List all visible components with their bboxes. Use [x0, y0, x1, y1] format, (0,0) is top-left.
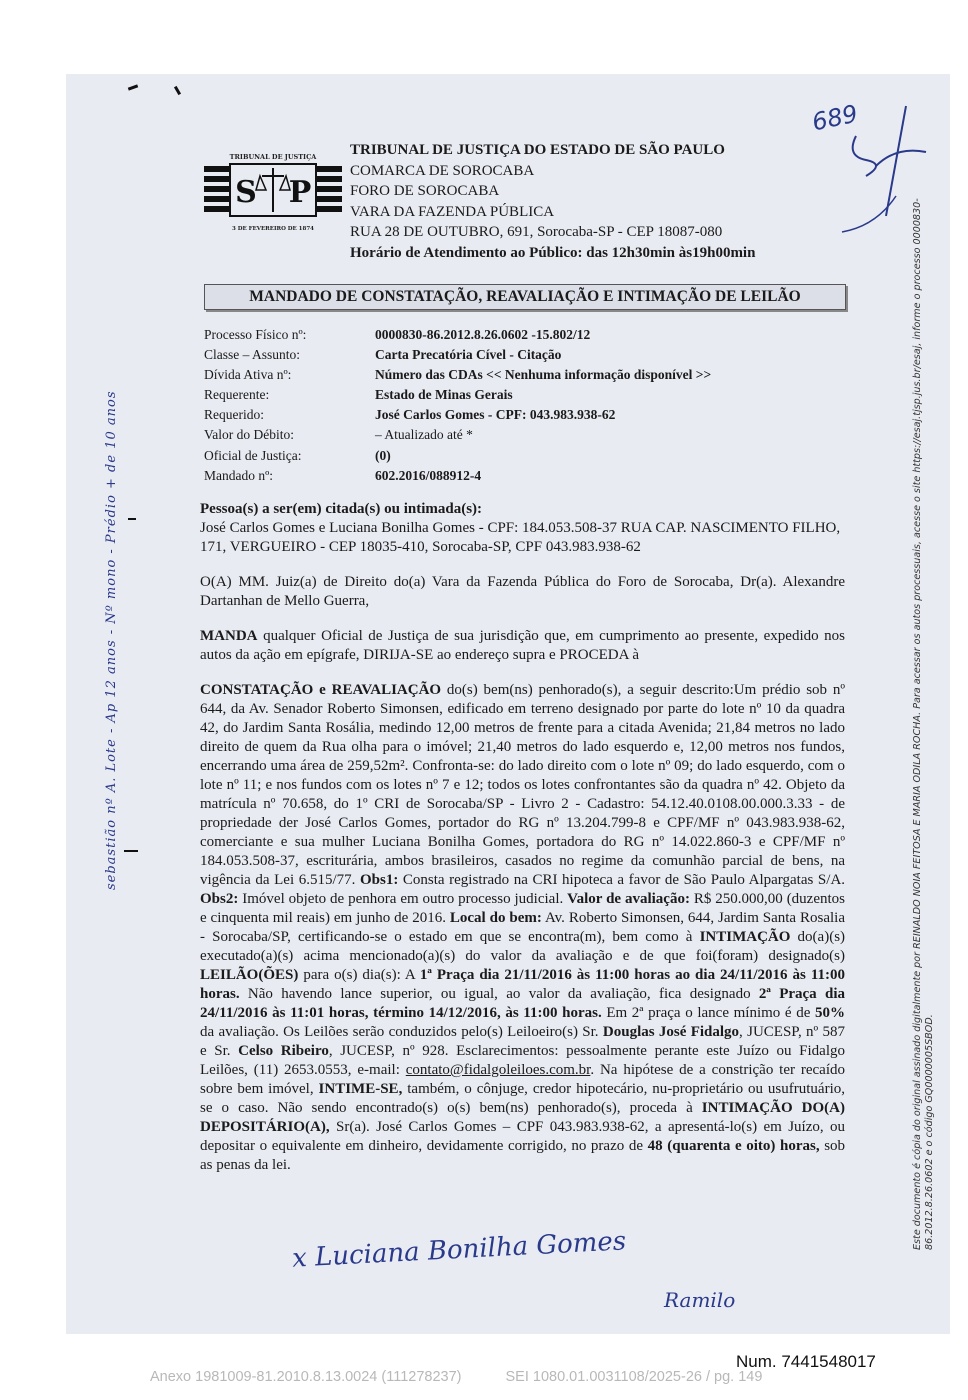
field-value: José Carlos Gomes - CPF: 043.983.938-62 [375, 407, 616, 423]
local-label: Local do bem: [449, 910, 542, 926]
prazo-label: 48 (quarenta e oito) horas, [647, 1138, 820, 1154]
handwritten-page-number: 689 [809, 99, 861, 137]
auctioneer-2: Celso Ribeiro [238, 1043, 329, 1059]
field-label: Requerido: [204, 407, 264, 423]
handwritten-name: x Luciana Bonilha Gomes [291, 1226, 627, 1274]
manda-label: MANDA [200, 628, 258, 644]
footer [150, 1369, 762, 1385]
logo-letter-p: P [288, 175, 312, 210]
judge-paragraph: O(A) MM. Juiz(a) de Direito do(a) Vara da Fazenda Pública do Foro de Sorocaba, Dr(a). Alexandre Dartanhan de Mello Guerra, [200, 574, 845, 609]
persons-heading: Pessoa(s) a ser(em) citada(s) ou intimada(s): [200, 501, 483, 517]
obs1-text: Consta registrado na CRI hipoteca a favor de São Paulo Alpargatas S/A. [402, 872, 846, 888]
property-description: do(s) bem(ns) penhorado(s), a seguir descrito:Um prédio sob nº 644, da Av. Senador Roberto Simonsen, edificado em terreno designado por parte do lote nº 10 da quadra 42, do Jardim Santa Rosália, medindo 12,00 metros de frente para a citada Avenida; 21,84 metros no lado direito de quem da Rua olha para o imóvel; 21,40 metros do lado esquerdo e, 12,00 metros nos fundos, encerrando uma área de 259,52m². Confronta-se: do lado direito com o lote nº 09; do lado esquerdo, com o lote nº 11; e nos fundos com os lotes nº 7 e 12; todos os lotes confrontantes são da quadra nº 42. Objeto da matrícula nº 70.658, do 1º CRI de Sorocaba/SP - Livro 2 - Cadastro: 54.12.40.0108.00.000.3.33 - de propriedade der José Carlos Gomes, portador do RG nº 13.204.799-8 e CPF/MF nº 043.983.938-62, comerciante e sua mulher Luciana Bonilha Gomes, portadora do RG nº 14.022.860-3 e CPF/MF nº 184.053.508-37, escriturária, ambos brasileiros, casados no regime da comunhão parcial de bens, na vigência da Lei 6.515/77. [200, 682, 845, 888]
field-label: Classe – Assunto: [204, 347, 301, 363]
document-body [200, 500, 845, 1191]
depositario-label: INTIMAÇÃO DO(A) DEPOSITÁRIO(A), [200, 1100, 845, 1135]
auctioneer-1-text: , JUCESP, nº 587 e Sr. [200, 1024, 846, 1059]
document-title: MANDADO DE CONSTATAÇÃO, REAVALIAÇÃO E INTIMAÇÃO DE LEILÃO [204, 284, 846, 310]
document-header [350, 140, 830, 264]
field-row [204, 345, 711, 365]
footer-anexo: Anexo 1981009-81.2010.8.13.0024 (111278237) [150, 1369, 462, 1385]
field-row [204, 385, 711, 405]
footer-sei: SEI 1080.01.0031108/2025-26 / pg. 149 [505, 1369, 763, 1385]
intimacao-text: do(a)(s) executado(a)(s) acima mencionado(a)(s) do valor da avaliação e de que foi(foram) designado(s) [200, 929, 846, 964]
leilao-text: para o(s) dia(s): A [303, 967, 415, 983]
field-row [204, 325, 711, 345]
email-link[interactable]: contato@fidalgoleiloes.com.br [405, 1062, 591, 1078]
logo-letter-s: S [235, 175, 257, 210]
field-label: Mandado nº: [204, 467, 274, 483]
comarca: COMARCA DE SOROCABA [350, 162, 535, 179]
field-label: Requerente: [204, 387, 270, 403]
handwritten-signature: Ramilo [664, 1288, 736, 1312]
handwritten-margin-note: sebastião nº A. Lote - Ap 12 anos - Nº mono - Prédio + de 10 anos [104, 390, 119, 890]
field-row [204, 425, 711, 445]
field-row [204, 405, 711, 425]
valor-text: R$ 250.000,00 (duzentos e cinquenta mil reais) em junho de 2016. [200, 891, 846, 926]
field-value: 0000830-86.2012.8.26.0602 -15.802/12 [375, 327, 591, 342]
court-address: RUA 28 DE OUTUBRO, 691, Sorocaba-SP - CEP 18087-080 [350, 224, 723, 241]
intime-label: INTIME-SE, [318, 1081, 403, 1097]
field-row [204, 466, 711, 486]
local-text: Av. Roberto Simonsen, 644, Jardim Santa Rosalia - Sorocaba/SP, certificando-se o estado em que se encontra(m), bem como à [200, 910, 845, 945]
field-row [204, 446, 711, 466]
obs2-text: Imóvel objeto de penhora em outro processo judicial. [242, 891, 564, 907]
process-fields [204, 325, 711, 486]
persons-text: José Carlos Gomes e Luciana Bonilha Gomes - CPF: 184.053.508-37 RUA CAP. NASCIMENTO FILHO, 171, VERGUEIRO - CEP 18035-410, Sorocaba-SP, CPF 043.983.938-62 [200, 520, 841, 555]
court-name: TRIBUNAL DE JUSTIÇA DO ESTADO DE SÃO PAULO [350, 142, 725, 158]
auctioneer-1: Douglas José Fidalgo [602, 1024, 740, 1040]
constatacao-label: CONSTATAÇÃO e REAVALIAÇÃO [200, 682, 442, 698]
logo-top-text: TRIBUNAL DE JUSTIÇA [229, 153, 317, 161]
logo-bottom-text: 3 DE FEVEREIRO DE 1874 [232, 226, 314, 232]
praca2-percent: 50% [815, 1005, 846, 1021]
persons-paragraph [200, 500, 845, 557]
obs1-label: Obs1: [359, 872, 399, 888]
field-value: Número das CDAs << Nenhuma informação disponível >> [375, 367, 712, 383]
praca2-dates: 2ª Praça dia 24/11/2016 às 11:01 horas, término 14/12/2016, às 11:00 horas. [200, 986, 845, 1021]
main-paragraph [200, 681, 845, 1175]
valor-label: Valor de avaliação: [567, 891, 690, 907]
intimacao-label: INTIMAÇÃO [699, 929, 791, 945]
field-label: Valor do Débito: [204, 427, 294, 443]
field-value: 602.2016/088912-4 [375, 467, 482, 483]
depositario-text: Sr(a). José Carlos Gomes – CPF 043.983.938-62, a apresentá-lo(s) em Juízo, ou depositar o equivalente em dinheiro, devidamente corrigido, no prazo de [200, 1119, 846, 1154]
after-email-text: . Na hipótese de a constrição ter recaído sobre bem imóvel, [200, 1062, 845, 1097]
auctioneer-2-text: , JUCESP, nº 928. Esclarecimentos: pessoalmente perante este Juízo ou Fidalgo Leilões, (11) 2653.0553, e-mail: [200, 1043, 846, 1078]
service-hours: Horário de Atendimento ao Público: das 12h30min às19h00min [350, 244, 756, 261]
scan-mark [124, 850, 138, 852]
praca2-text: Em 2ª praça o lance mínimo é de [606, 1005, 811, 1021]
field-row [204, 365, 711, 385]
obs2-label: Obs2: [200, 891, 239, 907]
praca1-text: Não havendo lance superior, ou igual, ao valor da avaliação, fica designado [247, 986, 751, 1002]
court-logo [200, 150, 346, 236]
scan-mark [128, 518, 136, 520]
manda-text: qualquer Oficial de Justiça de sua jurisdição que, em cumprimento ao presente, expedido nos autos da ação em epígrafe, DIRIJA-SE ao endereço supra e PROCEDA à [200, 628, 846, 663]
field-label: Processo Físico nº: [204, 327, 307, 342]
foro: FORO DE SOROCABA [350, 183, 500, 200]
intime-text: também, o cônjuge, credor hipotecário, nu-proprietário ou usufrutuário, se o caso. Não sendo encontrado(s) o(s) bem(ns) penhorado(s), proceda à [200, 1081, 845, 1116]
digital-signature-notice: Este documento é cópia do original assinado digitalmente por REINALDO NOIA FEITOSA E MARIA ODILA ROCHA. Para acessar os autos processuais, acesse o site https://esaj.tjsp.jus.br/esaj, informe o processo 0000830-86.2012.8.26.0602 e o código GQ0000005SBOD. [912, 198, 935, 1250]
leilao-label: LEILÃO(ÕES) [200, 967, 299, 983]
field-label: Dívida Ativa nº: [204, 367, 292, 383]
field-label: Oficial de Justiça: [204, 447, 302, 463]
field-value: (0) [375, 447, 391, 463]
praca2-text-b: da avaliação. Os Leilões serão conduzidos pelo(s) Leiloeiro(s) Sr. [200, 1024, 599, 1040]
field-value: Carta Precatória Cível - Citação [375, 347, 562, 363]
praca1-dates: 1ª Praça dia 21/11/2016 às 11:00 horas ao dia 24/11/2016 às 11:00 horas. [200, 967, 846, 1002]
prazo-text: sob as penas da lei. [200, 1138, 846, 1173]
document-number: Num. 7441548017 [736, 1352, 876, 1371]
field-value: Estado de Minas Gerais [375, 387, 513, 403]
field-value: – Atualizado até * [375, 427, 473, 443]
manda-paragraph [200, 627, 845, 665]
vara: VARA DA FAZENDA PÚBLICA [350, 203, 555, 220]
